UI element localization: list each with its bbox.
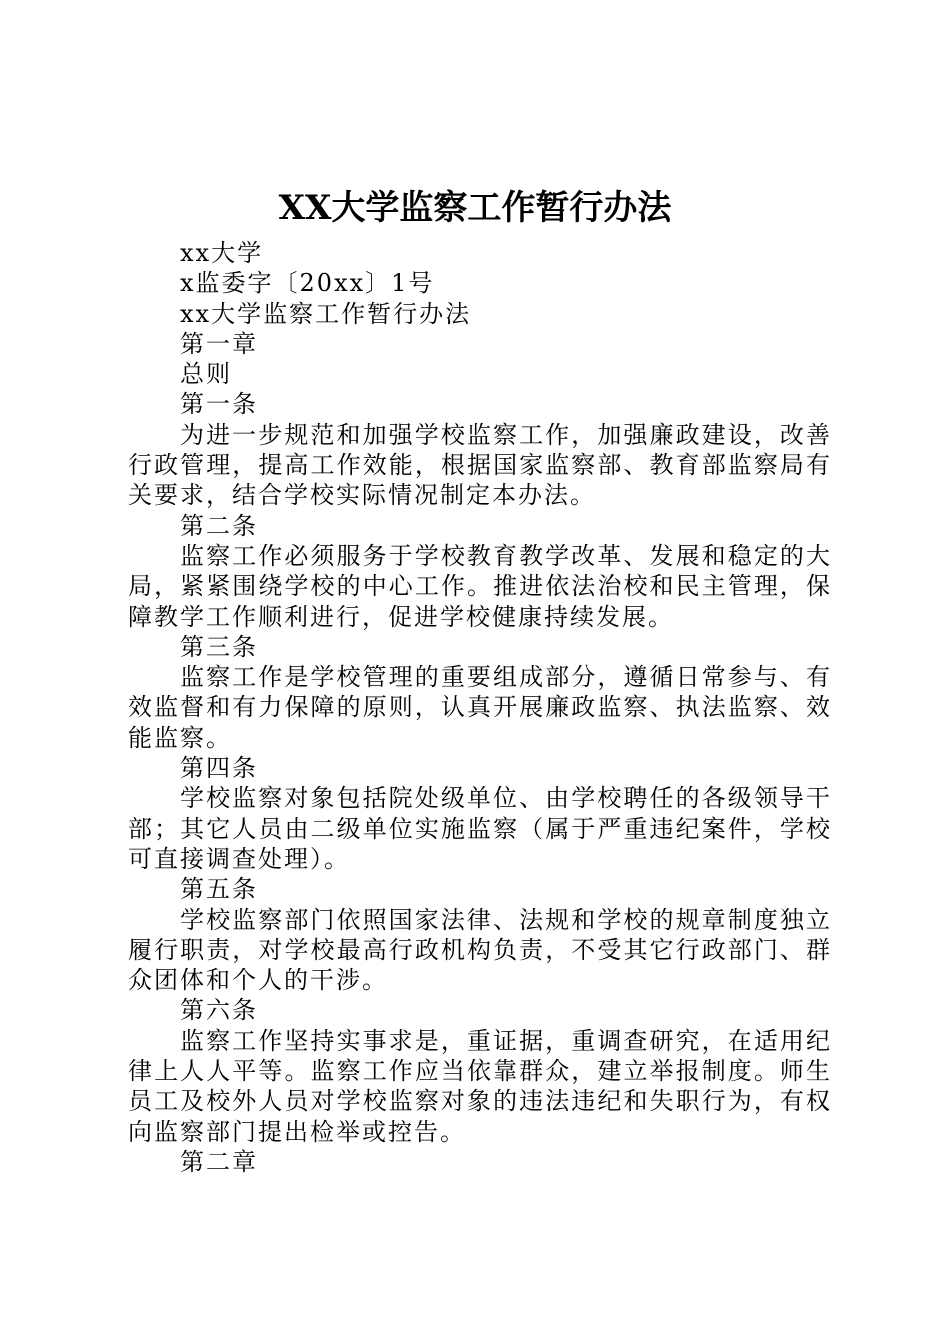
article-heading: 第三条 [180,632,258,661]
subtitle-line: xx大学监察工作暂行办法 [180,299,472,328]
article-heading: 第一条 [180,390,258,419]
issuer-line: xx大学 [180,239,264,267]
article-text: 监察工作是学校管理的重要组成部分，遵循日常参与、有效监督和有力保障的原则，认真开展廉政监察、执法监察、效能监察。 [128,663,832,752]
article-text: 为进一步规范和加强学校监察工作，加强廉政建设，改善行政管理，提高工作效能，根据国家监察部、教育部监察局有关要求，结合学校实际情况制定本办法。 [128,420,832,510]
document-number-line: x监委字〔20xx〕1号 [180,269,435,298]
article-heading: 第六条 [180,996,258,1025]
chapter-title: 总则 [180,360,232,389]
article-heading: 第四条 [180,754,258,783]
chapter-heading: 第一章 [180,329,258,358]
article-heading: 第五条 [180,875,258,904]
article-text: 学校监察对象包括院处级单位、由学校聘任的各级领导干部；其它人员由二级单位实施监察（属于严重违纪案件，学校可直接调查处理）。 [128,784,832,873]
article-text: 监察工作坚持实事求是，重证据，重调查研究，在适用纪律上人人平等。监察工作应当依靠群众，建立举报制度。师生员工及校外人员对学校监察对象的违法违纪和失职行为，有权向监察部门提出检举或控告。 [128,1026,832,1146]
article-text: 学校监察部门依照国家法律、法规和学校的规章制度独立履行职责，对学校最高行政机构负责，不受其它行政部门、群众团体和个人的干涉。 [128,905,832,995]
chapter-heading: 第二章 [180,1147,258,1176]
document-title: XX大学监察工作暂行办法 [278,188,672,228]
document-body [128,238,832,1177]
article-heading: 第二条 [180,511,258,540]
article-text: 监察工作必须服务于学校教育教学改革、发展和稳定的大局，紧紧围绕学校的中心工作。推进依法治校和民主管理，保障教学工作顺利进行，促进学校健康持续发展。 [128,541,832,631]
